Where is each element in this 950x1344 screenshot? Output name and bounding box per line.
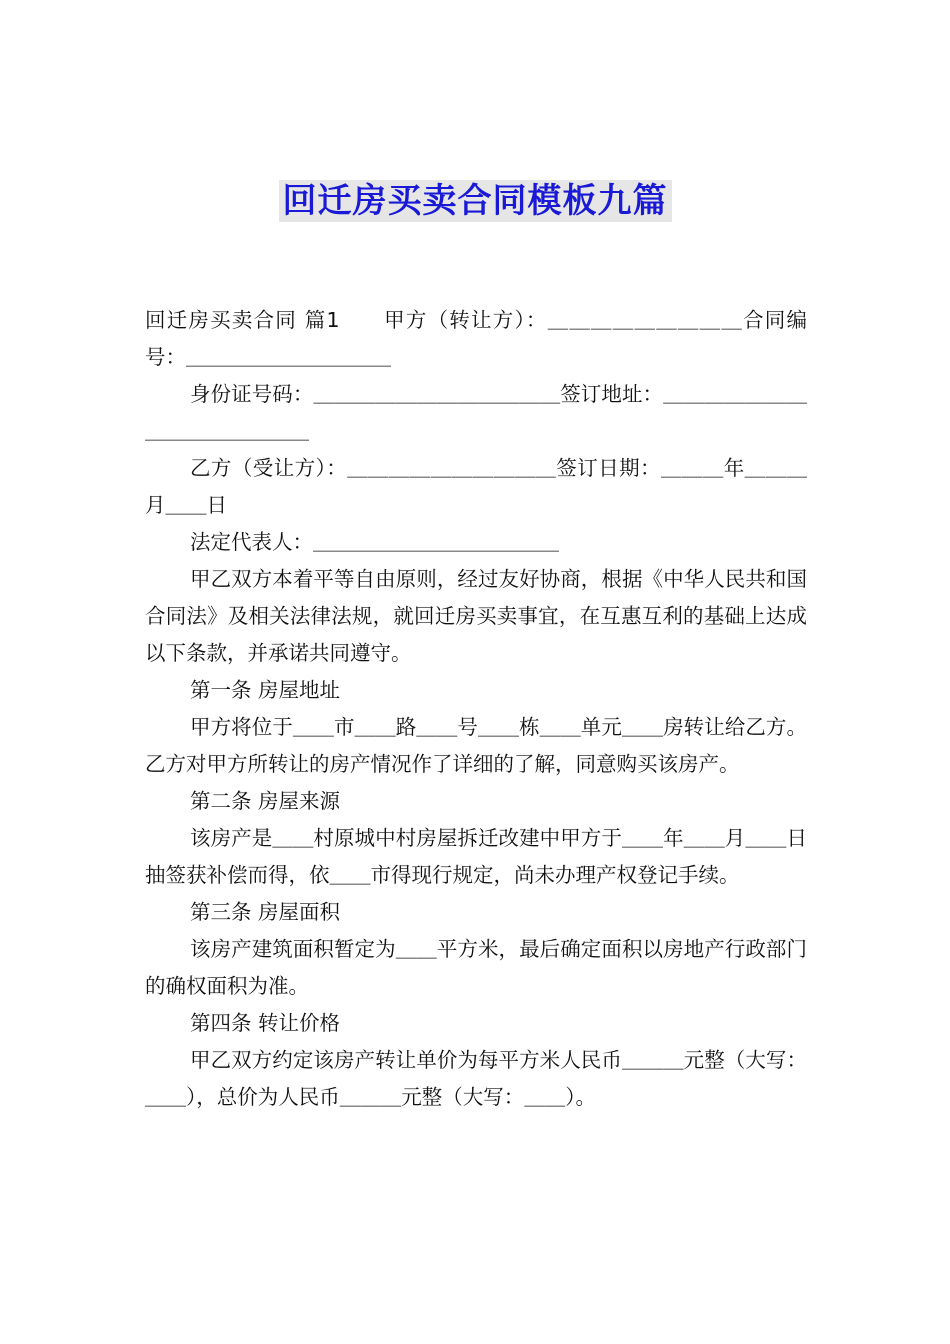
article-3-body: 该房产建筑面积暂定为＿＿平方米，最后确定面积以房地产行政部门的确权面积为准。 (145, 937, 807, 998)
document-title: 回迁房买卖合同模板九篇 (279, 180, 672, 222)
paragraph-party-a: 回迁房买卖合同 篇1 甲方（转让方）：＿＿＿＿＿＿＿＿＿合同编号：＿＿＿＿＿＿＿＿＿＿ (145, 308, 807, 369)
title-container (0, 180, 950, 222)
article-4-body: 甲乙双方约定该房产转让单价为每平方米人民币＿＿＿元整（大写：＿＿），总价为人民币＿＿＿元整（大写：＿＿）。 (145, 1048, 807, 1109)
paragraph-preamble: 甲乙双方本着平等自由原则，经过友好协商，根据《中华人民共和国合同法》及相关法律法规，就回迁房买卖事宜，在互惠互利的基础上达成以下条款，并承诺共同遵守。 (145, 567, 807, 665)
article-1-heading: 第一条 房屋地址 (190, 678, 341, 702)
article-1-body: 甲方将位于＿＿市＿＿路＿＿号＿＿栋＿＿单元＿＿房转让给乙方。乙方对甲方所转让的房产情况作了详细的了解，同意购买该房产。 (145, 715, 807, 776)
article-4-heading: 第四条 转让价格 (190, 1011, 341, 1035)
article-3-heading: 第三条 房屋面积 (190, 900, 341, 924)
paragraph-id-number: 身份证号码：＿＿＿＿＿＿＿＿＿＿＿＿签订地址：＿＿＿＿＿＿＿＿＿＿＿＿＿＿＿ (145, 382, 807, 443)
article-2-body: 该房产是＿＿村原城中村房屋拆迁改建中甲方于＿＿年＿＿月＿＿日抽签获补偿而得，依＿＿市得现行规定，尚未办理产权登记手续。 (145, 826, 807, 887)
paragraph-legal-rep: 法定代表人：＿＿＿＿＿＿＿＿＿＿＿＿ (190, 530, 559, 554)
document-body (145, 302, 807, 1116)
article-2-heading: 第二条 房屋来源 (190, 789, 341, 813)
paragraph-party-b: 乙方（受让方）：＿＿＿＿＿＿＿＿＿＿签订日期：＿＿＿年＿＿＿月＿＿日 (145, 456, 807, 517)
